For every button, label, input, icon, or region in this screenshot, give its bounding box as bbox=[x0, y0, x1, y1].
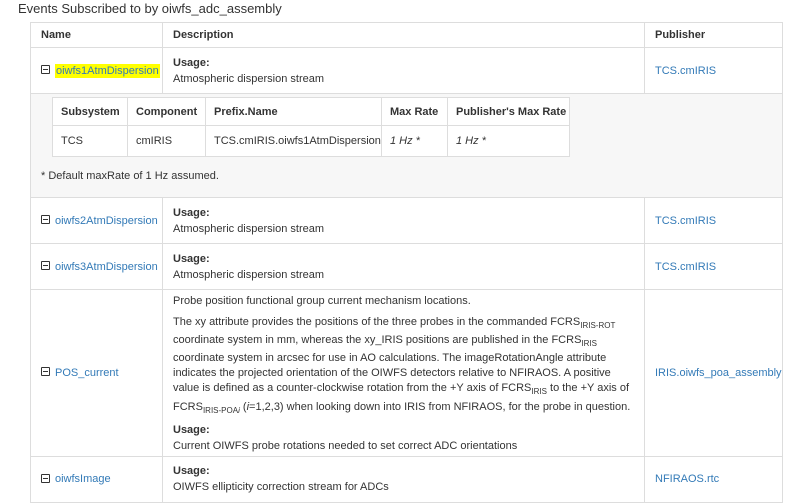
event-publisher-cell bbox=[645, 290, 783, 457]
event-name-cell bbox=[31, 48, 163, 94]
event-description-cell bbox=[163, 198, 645, 244]
event-description-cell bbox=[163, 456, 645, 502]
detail-header-subsystem: Subsystem bbox=[53, 98, 128, 126]
detail-data-row bbox=[53, 126, 570, 157]
event-link-POS_current[interactable]: POS_current bbox=[55, 366, 119, 379]
detail-header-max-rate: Max Rate bbox=[382, 98, 448, 126]
event-description-cell bbox=[163, 48, 645, 94]
detail-max-rate: 1 Hz * bbox=[382, 126, 448, 157]
event-name-cell bbox=[31, 198, 163, 244]
column-header-name: Name bbox=[31, 23, 163, 48]
event-name-cell bbox=[31, 244, 163, 290]
detail-prefix-name: TCS.cmIRIS.oiwfs1AtmDispersion bbox=[206, 126, 382, 157]
column-header-publisher: Publisher bbox=[645, 23, 783, 48]
detail-header-row bbox=[53, 98, 570, 126]
table-row bbox=[31, 48, 783, 94]
event-publisher-cell bbox=[645, 244, 783, 290]
event-description-cell bbox=[163, 244, 645, 290]
event-publisher-cell bbox=[645, 198, 783, 244]
publisher-link[interactable]: TCS.cmIRIS bbox=[655, 260, 717, 273]
detail-component: cmIRIS bbox=[128, 126, 206, 157]
event-name-cell bbox=[31, 290, 163, 457]
usage-label: Usage: bbox=[173, 423, 210, 436]
description-text: The xy attribute provides the positions of the three probes in the commanded $FCRS_{IRIS-ROT}$ coordinate system in mm, whereas the xy_IRIS positions are published in the $FCRS_{IRIS}$ coordinate system in arcsec for use in AO calculations. The imageRotationAngle attribute indicates the projected orientation of the OIWFS detectors relative to NFIRAOS. A positive value is defined as a counter-clockwise rotation from the +Y axis of $FCRS_{IRIS}$ to the +Y axis of $FCRS_{IRIS-POAi}$ (i=1,2,3) when looking down into IRIS from NFIRAOS, for the probe in question. bbox=[173, 316, 631, 415]
table-row bbox=[31, 456, 783, 502]
event-publisher-cell bbox=[645, 456, 783, 502]
event-detail-cell bbox=[31, 94, 783, 198]
publisher-link[interactable]: IRIS.oiwfs_poa_assembly bbox=[655, 366, 782, 379]
table-row bbox=[31, 198, 783, 244]
usage-text: Atmospheric dispersion stream bbox=[173, 222, 325, 235]
footnote: * Default maxRate of 1 Hz assumed. bbox=[41, 170, 219, 182]
detail-table bbox=[52, 97, 570, 157]
usage-label: Usage: bbox=[173, 56, 210, 69]
event-detail-row bbox=[31, 94, 783, 198]
event-publisher-cell bbox=[645, 48, 783, 94]
usage-label: Usage: bbox=[173, 465, 210, 478]
event-link-oiwfs2AtmDispersion[interactable]: oiwfs2AtmDispersion bbox=[55, 214, 158, 227]
usage-label: Usage: bbox=[173, 206, 210, 219]
collapse-icon[interactable] bbox=[41, 474, 50, 483]
collapse-icon[interactable] bbox=[41, 261, 50, 270]
event-link-oiwfs3AtmDispersion[interactable]: oiwfs3AtmDispersion bbox=[55, 260, 158, 273]
column-header-description: Description bbox=[163, 23, 645, 48]
detail-publisher-max-rate: 1 Hz * bbox=[448, 126, 570, 157]
event-link-oiwfsImage[interactable]: oiwfsImage bbox=[55, 473, 111, 486]
usage-text: Current OIWFS probe rotations needed to set correct ADC orientations bbox=[173, 439, 518, 452]
collapse-icon[interactable] bbox=[41, 65, 50, 74]
table-row bbox=[31, 290, 783, 457]
events-table bbox=[30, 22, 783, 503]
description-intro: Probe position functional group current mechanism locations. bbox=[173, 295, 471, 307]
event-link-oiwfs1AtmDispersion[interactable]: oiwfs1AtmDispersion bbox=[56, 64, 159, 77]
page-title: Events Subscribed to by oiwfs_adc_assembly bbox=[18, 1, 282, 16]
usage-text: OIWFS ellipticity correction stream for ADCs bbox=[173, 481, 389, 494]
detail-header-component: Component bbox=[128, 98, 206, 126]
detail-header-prefix-name: Prefix.Name bbox=[206, 98, 382, 126]
collapse-icon[interactable] bbox=[41, 215, 50, 224]
table-row bbox=[31, 244, 783, 290]
detail-subsystem: TCS bbox=[53, 126, 128, 157]
publisher-link[interactable]: NFIRAOS.rtc bbox=[655, 473, 720, 486]
event-description-cell bbox=[163, 290, 645, 457]
event-name-cell bbox=[31, 456, 163, 502]
usage-text: Atmospheric dispersion stream bbox=[173, 72, 325, 85]
collapse-icon[interactable] bbox=[41, 367, 50, 376]
usage-label: Usage: bbox=[173, 252, 210, 265]
table-header-row bbox=[31, 23, 783, 48]
detail-header-publisher-max-rate: Publisher's Max Rate bbox=[448, 98, 570, 126]
publisher-link[interactable]: TCS.cmIRIS bbox=[655, 214, 717, 227]
publisher-link[interactable]: TCS.cmIRIS bbox=[655, 64, 717, 77]
usage-text: Atmospheric dispersion stream bbox=[173, 268, 325, 281]
